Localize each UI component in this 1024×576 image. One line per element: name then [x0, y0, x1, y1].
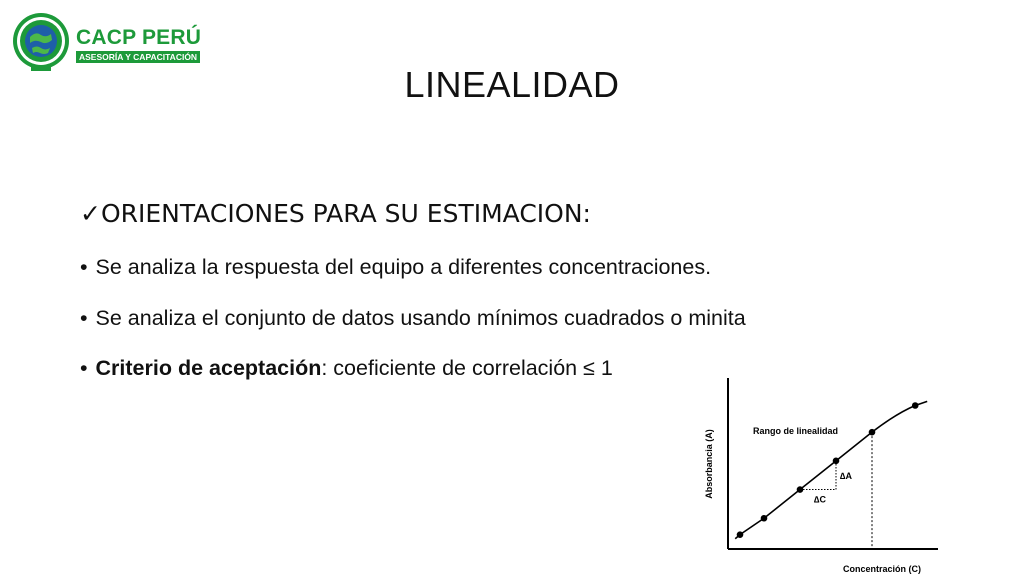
y-axis-label: Absorbancia (A)	[704, 429, 714, 499]
bullet-item	[80, 255, 711, 280]
bullet-marker: •	[80, 255, 88, 279]
bullet-text: : coeficiente de correlación ≤ 1	[321, 356, 613, 380]
bullet-item	[80, 306, 746, 331]
linearity-chart	[690, 372, 950, 576]
x-axis-label: Concentración (C)	[842, 564, 922, 574]
bullet-marker: •	[80, 356, 88, 380]
slide-title: LINEALIDAD	[404, 64, 620, 105]
bullet-marker: •	[80, 306, 88, 330]
brand-name: CACP PERÚ	[76, 26, 202, 49]
bullet-text: Se analiza la respuesta del equipo a diferentes concentraciones.	[95, 255, 712, 279]
linearity-range-label: Rango de linealidad	[753, 426, 839, 436]
section-heading	[80, 199, 591, 228]
bullet-text: Se analiza el conjunto de datos usando mínimos cuadrados o minita	[95, 306, 746, 330]
delta-a-label: ∆A	[840, 471, 853, 482]
data-point	[737, 531, 744, 538]
check-icon: ✓	[80, 199, 101, 228]
data-point	[912, 402, 919, 409]
data-point	[797, 486, 804, 493]
data-point	[833, 458, 840, 465]
delta-c-label: ∆C	[814, 494, 827, 505]
data-point	[869, 429, 876, 436]
section-heading-text: ORIENTACIONES PARA SU ESTIMACION:	[100, 199, 591, 228]
bullet-item	[80, 356, 613, 381]
brand-tagline: ASESORÍA Y CAPACITACIÓN	[76, 51, 200, 63]
bullet-bold-text: Criterio de aceptación	[95, 356, 322, 380]
data-point	[761, 515, 768, 522]
